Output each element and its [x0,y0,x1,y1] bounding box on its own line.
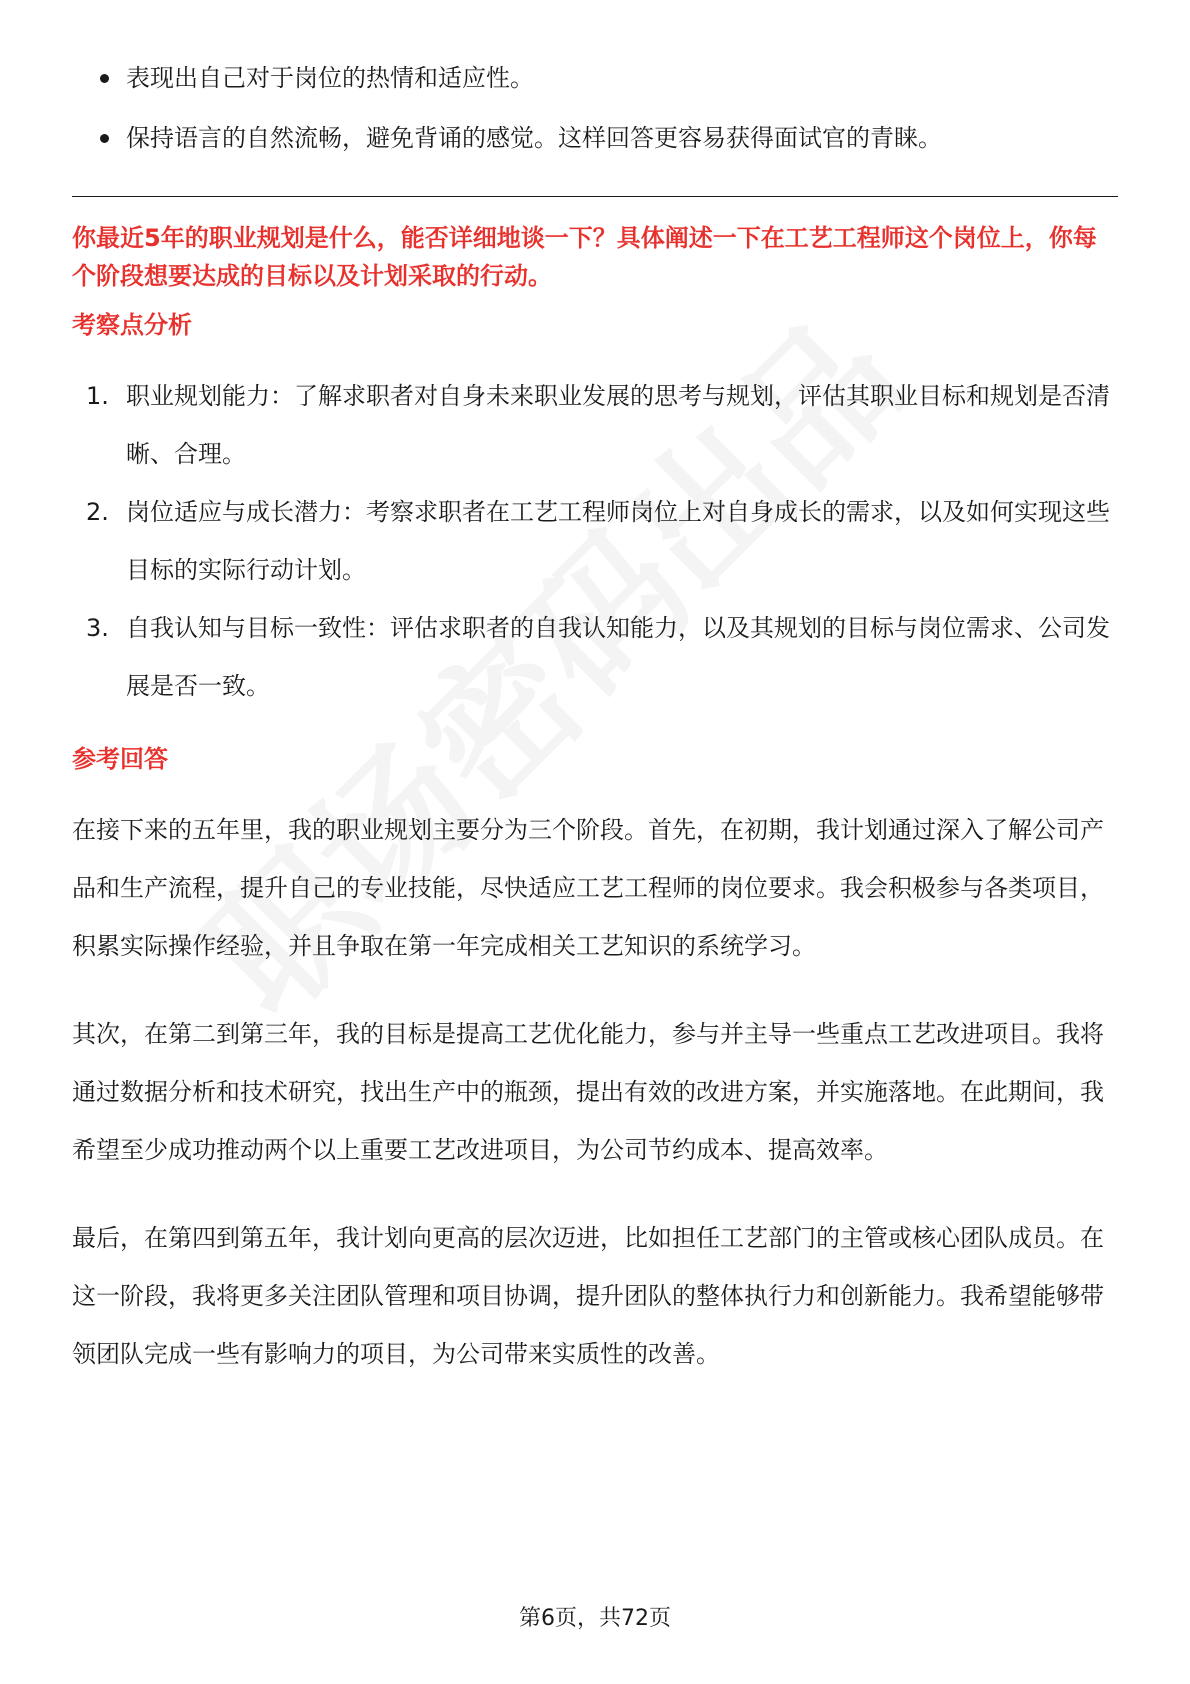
analysis-item [72,599,1118,715]
bullet-text: 表现出自己对于岗位的热情和适应性。 [126,64,534,92]
bullet-dot-icon [100,74,109,83]
bullet-item [72,60,1118,96]
page-number-footer: 第6页，共72页 [519,1606,671,1631]
page-content [72,60,1118,1413]
answer-paragraph: 最后，在第四到第五年，我计划向更高的层次迈进，比如担任工艺部门的主管或核心团队成员。在这一阶段，我将更多关注团队管理和项目协调，提升团队的整体执行力和创新能力。我希望能够带领团队完成一些有影响力的项目，为公司带来实质性的改善。 [72,1224,1104,1368]
tips-bullet-list [72,60,1118,156]
item-number: 1. [86,382,109,410]
analysis-list [72,367,1118,715]
item-text: 职业规划能力：了解求职者对自身未来职业发展的思考与规划，评估其职业目标和规划是否清晰、合理。 [126,382,1110,468]
answer-paragraph: 其次，在第二到第三年，我的目标是提高工艺优化能力，参与并主导一些重点工艺改进项目。我将通过数据分析和技术研究，找出生产中的瓶颈，提出有效的改进方案，并实施落地。在此期间，我希望至少成功推动两个以上重要工艺改进项目，为公司节约成本、提高效率。 [72,1020,1104,1164]
bullet-dot-icon [100,134,109,143]
item-number: 2. [86,498,109,526]
analysis-item [72,367,1118,483]
analysis-heading: 考察点分析 [72,311,192,339]
answer-heading: 参考回答 [72,745,168,773]
answer-paragraph: 在接下来的五年里，我的职业规划主要分为三个阶段。首先，在初期，我计划通过深入了解公司产品和生产流程，提升自己的专业技能，尽快适应工艺工程师的岗位要求。我会积极参与各类项目，积累实际操作经验，并且争取在第一年完成相关工艺知识的系统学习。 [72,816,1104,960]
analysis-item [72,483,1118,599]
item-text: 自我认知与目标一致性：评估求职者的自我认知能力，以及其规划的目标与岗位需求、公司发展是否一致。 [126,614,1110,700]
bullet-item [72,120,1118,156]
bullet-text: 保持语言的自然流畅，避免背诵的感觉。这样回答更容易获得面试官的青睐。 [126,124,942,152]
section-divider [72,196,1118,197]
item-text: 岗位适应与成长潜力：考察求职者在工艺工程师岗位上对自身成长的需求，以及如何实现这些目标的实际行动计划。 [126,498,1110,584]
item-number: 3. [86,614,109,642]
interview-question: 你最近5年的职业规划是什么，能否详细地谈一下？具体阐述一下在工艺工程师这个岗位上，你每个阶段想要达成的目标以及计划采取的行动。 [72,224,1097,290]
